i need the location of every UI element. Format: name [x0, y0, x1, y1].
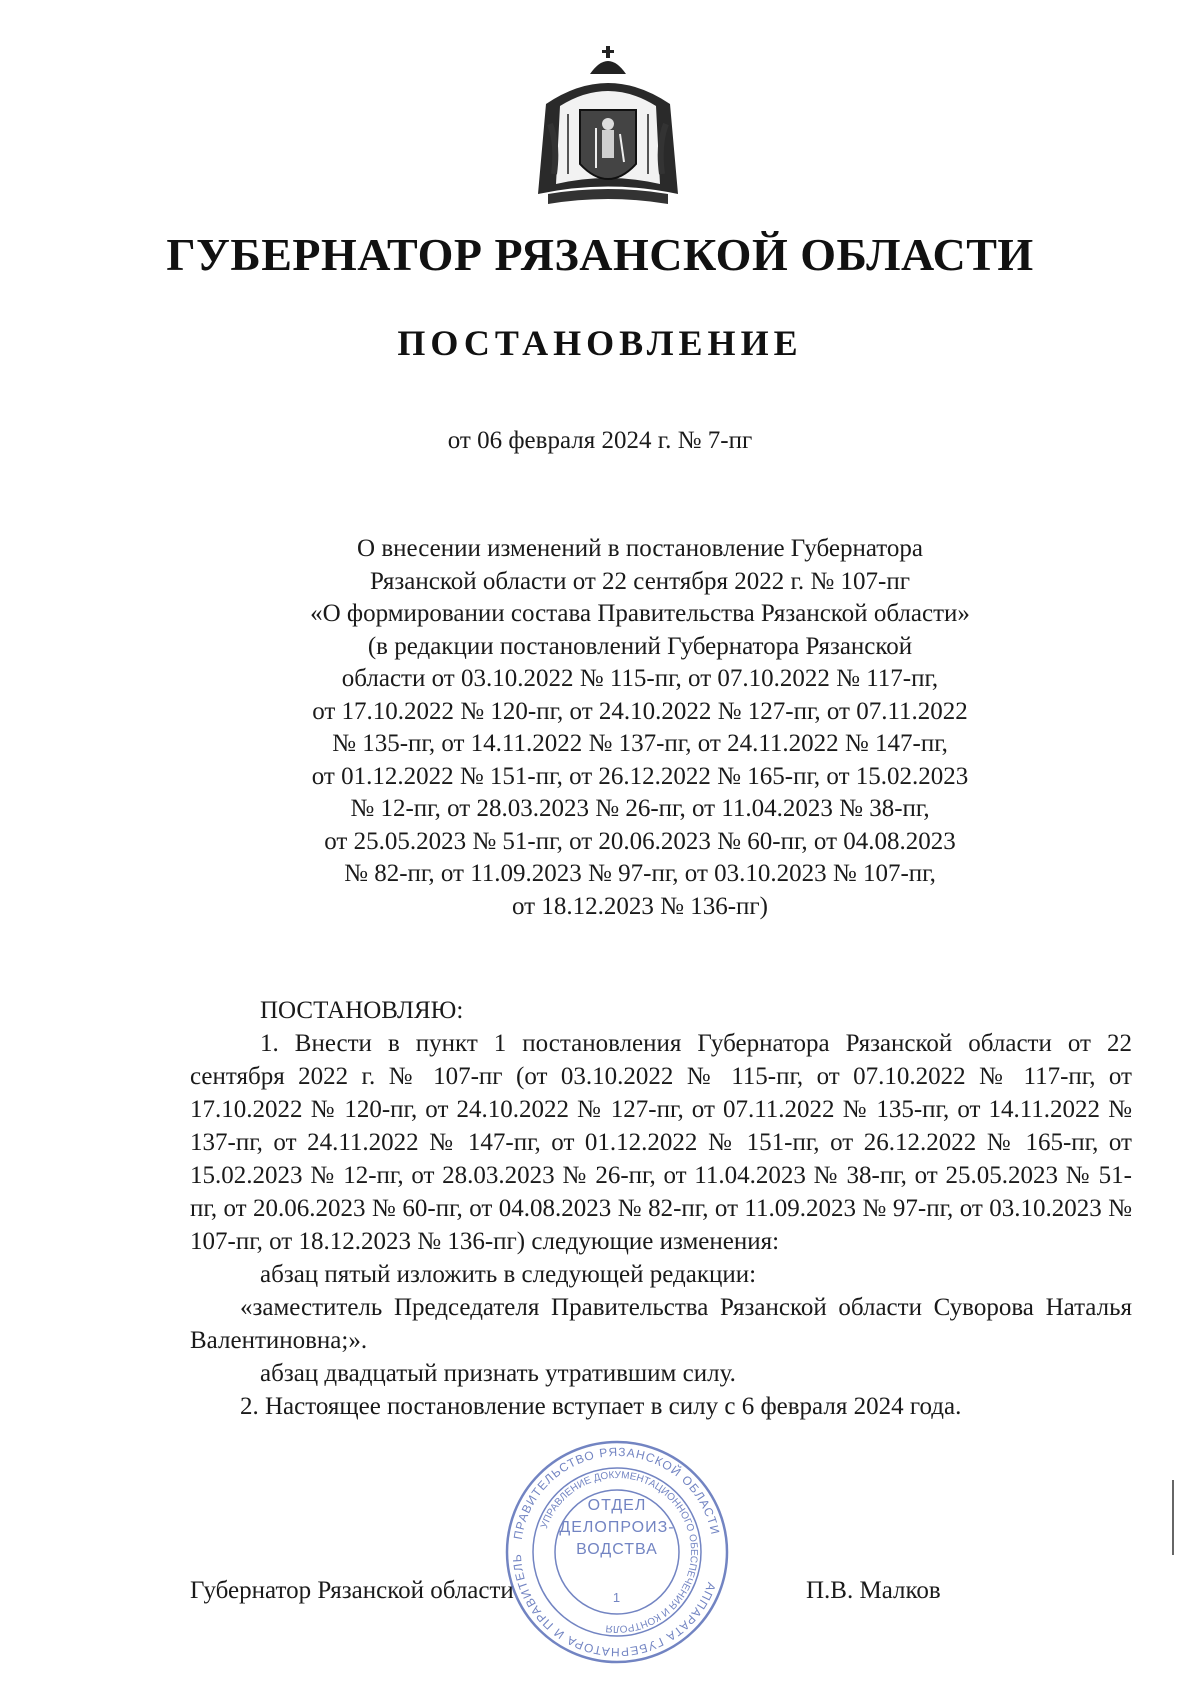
stamp-number: 1 [612, 1590, 622, 1605]
decree-word: ПОСТАНОВЛЯЮ: [260, 997, 464, 1024]
subject-line: области от 03.10.2022 № 115-пг, от 07.10.2022 № 117-пг, [341, 665, 939, 692]
subject-line: № 12-пг, от 28.03.2023 № 26-пг, от 11.04.2023 № 38-пг, [350, 795, 930, 822]
official-stamp [502, 1437, 732, 1667]
subject-line: от 01.12.2022 № 151-пг, от 26.12.2022 № 165-пг, от 15.02.2023 [311, 762, 969, 790]
signatory-name: П.В. Малков [806, 1577, 941, 1604]
stamp-center [502, 1437, 732, 1667]
ryazan-coat-of-arms-icon [528, 44, 688, 219]
stamp-center-line: ВОДСТВА [576, 1541, 658, 1558]
stamp-center-line: ДЕЛОПРОИЗ- [559, 1519, 675, 1536]
scan-edge-mark [1172, 1480, 1174, 1555]
subject-line: от 17.10.2022 № 120-пг, от 24.10.2022 № 127-пг, от 07.11.2022 [312, 697, 968, 725]
stamp-center-line: ОТДЕЛ [587, 1497, 647, 1514]
stamp-bottom-text: АППАРАТА ГУБЕРНАТОРА И ПРАВИТЕЛЬ [509, 1553, 719, 1660]
document-subject [250, 533, 1030, 923]
subject-line: от 18.12.2023 № 136-пг) [512, 892, 768, 920]
paragraph-5-quote: «заместитель Председателя Правительства Рязанской области Суворова Наталья Валентиновна;». [190, 1294, 1132, 1354]
stamp-inner-text: УПРАВЛЕНИЕ ДОКУМЕНТАЦИОННОГО ОБЕСПЕЧЕНИЯ И КОНТРОЛЯ [539, 1469, 700, 1635]
org-title: ГУБЕРНАТОР РЯЗАНСКОЙ ОБЛАСТИ [166, 229, 1034, 280]
item-1: 1. Внести в пункт 1 постановления Губернатора Рязанской области от 22 сентября 2022 г. № 107-пг (от 03.10.2022 № 115-пг, от 07.10.2022 № 117-пг, от 17.10.2022 № 120-пг, от 24.10.2022 № 127-пг, от 07.11.2022 № 135-пг, от 14.11.2022 № 137-пг, от 24.11.2022 № 147-пг, от 01.12.2022 № 151-пг, от 26.12.2022 № 165-пг, от 15.02.2023 № 12-пг, от 28.03.2023 № 26-пг, от 11.04.2023 № 38-пг, от 25.05.2023 № 51-пг, от 20.06.2023 № 60-пг, от 04.08.2023 № 82-пг, от 11.09.2023 № 97-пг, от 03.10.2023 № 107-пг, от 18.12.2023 № 136-пг) следующие изменения: [190, 1030, 1132, 1255]
paragraph-20-instruction: абзац двадцатый признать утратившим силу. [260, 1360, 736, 1387]
signatory-position: Губернатор Рязанской области [190, 1577, 514, 1604]
subject-line: от 25.05.2023 № 51-пг, от 20.06.2023 № 60-пг, от 04.08.2023 [324, 827, 956, 855]
subject-line: О внесении изменений в постановление Губернатора [357, 535, 923, 562]
item-2: 2. Настоящее постановление вступает в силу с 6 февраля 2024 года. [240, 1393, 962, 1420]
document-body [190, 994, 1132, 1423]
subject-line: Рязанской области от 22 сентября 2022 г. № 107-пг [369, 567, 910, 595]
stamp-outer-text: ПРАВИТЕЛЬСТВО РЯЗАНСКОЙ ОБЛАСТИ [510, 1444, 723, 1541]
subject-line: (в редакции постановлений Губернатора Рязанской [367, 632, 913, 660]
paragraph-5-instruction: абзац пятый изложить в следующей редакции: [260, 1261, 757, 1288]
subject-line: № 135-пг, от 14.11.2022 № 137-пг, от 24.11.2022 № 147-пг, [332, 730, 948, 757]
subject-line: № 82-пг, от 11.09.2023 № 97-пг, от 03.10.2023 № 107-пг, [344, 860, 936, 887]
document-type: ПОСТАНОВЛЕНИЕ [397, 323, 803, 363]
document-date-number: от 06 февраля 2024 г. № 7-пг [447, 427, 753, 454]
subject-line: «О формировании состава Правительства Рязанской области» [310, 600, 970, 627]
